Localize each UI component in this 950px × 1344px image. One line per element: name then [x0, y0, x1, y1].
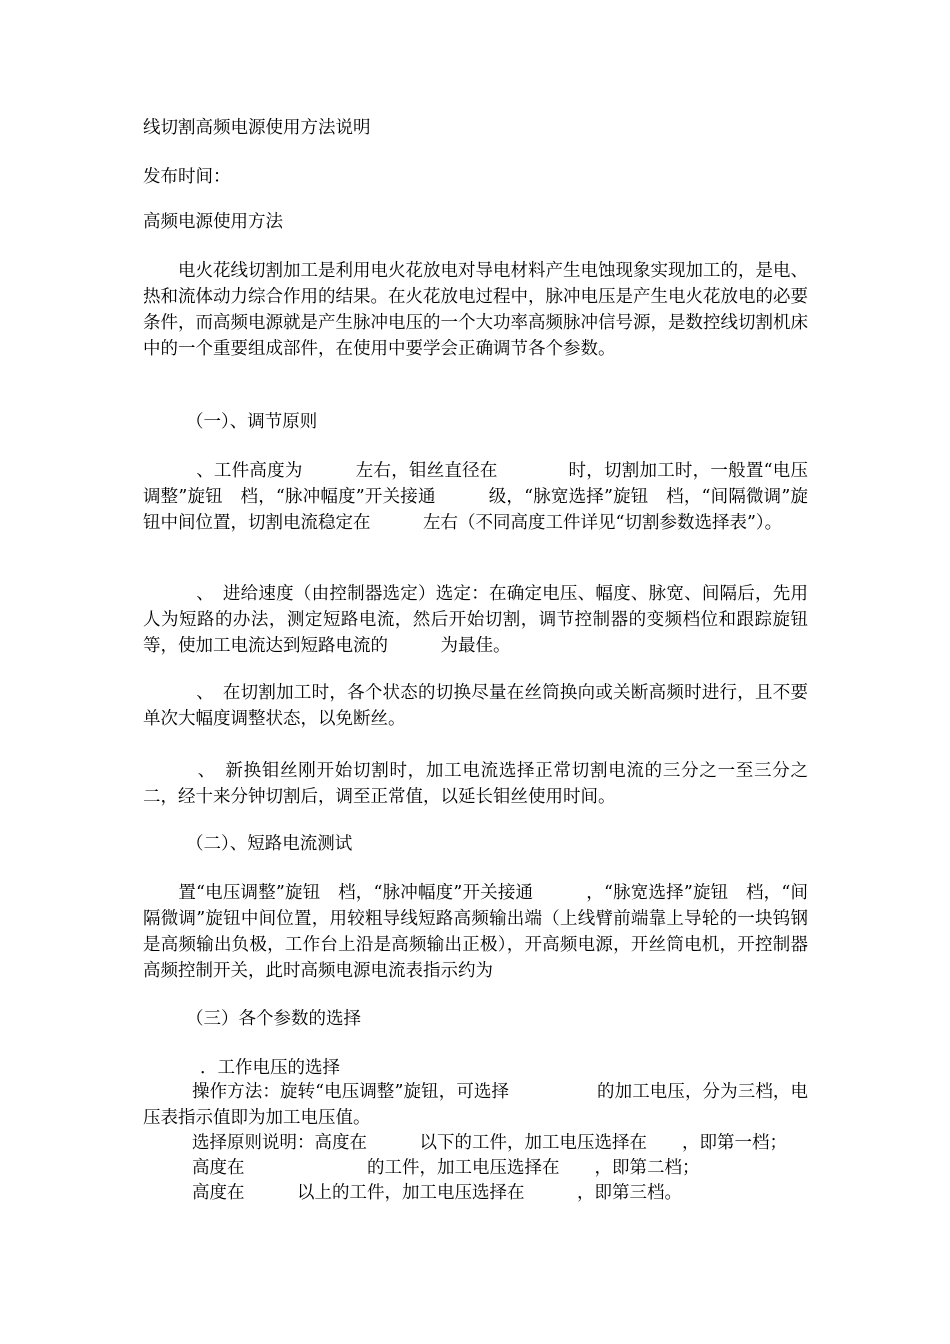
section-heading-short-circuit-test: （二）、短路电流测试: [186, 834, 353, 854]
section-heading-adjustment-principles: （一）、调节原则: [186, 412, 318, 432]
section-heading-parameter-selection: （三）各个参数的选择: [186, 1009, 361, 1029]
principle-paragraph-4: 、 新换钼丝刚开始切割时，加工电流选择正常切割电流的三分之一至三分之二，经十来分钟切割后，调至正常值，以延长钼丝使用时间。: [143, 761, 808, 807]
voltage-rule-line-1: 选择原则说明：高度在 以下的工件，加工电压选择在 ，即第一档；: [192, 1133, 787, 1153]
document-subtitle: 高频电源使用方法: [143, 212, 283, 232]
principle-paragraph-2: 、 进给速度（由控制器选定）选定：在确定电压、幅度、脉宽、间隔后，先用人为短路的办法，测定短路电流，然后开始切割，调节控制器的变频档位和跟踪旋钮等，使加工电流达到短路电流的 为最佳。: [143, 584, 808, 656]
principle-paragraph-1: 、工件高度为 左右，钼丝直径在 时，切割加工时，一般置“电压调整”旋钮 档，“脉冲幅度”开关接通 级，“脉宽选择”旋钮 档，“间隔微调”旋钮中间位置，切割电流稳定在 左右（不同高度工件详见“切割参数选择表”）。: [143, 461, 808, 533]
intro-paragraph: 电火花线切割加工是利用电火花放电对导电材料产生电蚀现象实现加工的，是电、热和流体动力综合作用的结果。在火花放电过程中，脉冲电压是产生电火花放电的必要条件，而高频电源就是产生脉冲电压的一个大功率高频脉冲信号源，是数控线切割机床中的一个重要组成部件，在使用中要学会正确调节各个参数。: [143, 261, 808, 359]
voltage-rule-line-2: 高度在 的工件，加工电压选择在 ，即第二档；: [192, 1158, 700, 1178]
publish-time-label: 发布时间：: [143, 167, 231, 187]
principle-paragraph-3: 、 在切割加工时，各个状态的切换尽量在丝筒换向或关断高频时进行，且不要单次大幅度调整状态，以免断丝。: [143, 683, 808, 729]
short-circuit-paragraph: 置“电压调整”旋钮 档，“脉冲幅度”开关接通 ，“脉宽选择”旋钮 档，“间隔微调”旋钮中间位置，用较粗导线短路高频输出端（上线臂前端靠上导轮的一块钨钢是高频输出负极，工作台上沿是高频输出正极），开高频电源，开丝筒电机，开控制器高频控制开关，此时高频电源电流表指示约为: [143, 883, 808, 981]
voltage-operation-method: 操作方法：旋转“电压调整”旋钮，可选择 的加工电压，分为三档，电压表指示值即为加工电压值。: [143, 1082, 808, 1128]
voltage-selection-title: ．工作电压的选择: [200, 1058, 340, 1078]
voltage-rule-line-3: 高度在 以上的工件，加工电压选择在 ，即第三档。: [192, 1183, 682, 1203]
document-title: 线切割高频电源使用方法说明: [143, 118, 371, 138]
